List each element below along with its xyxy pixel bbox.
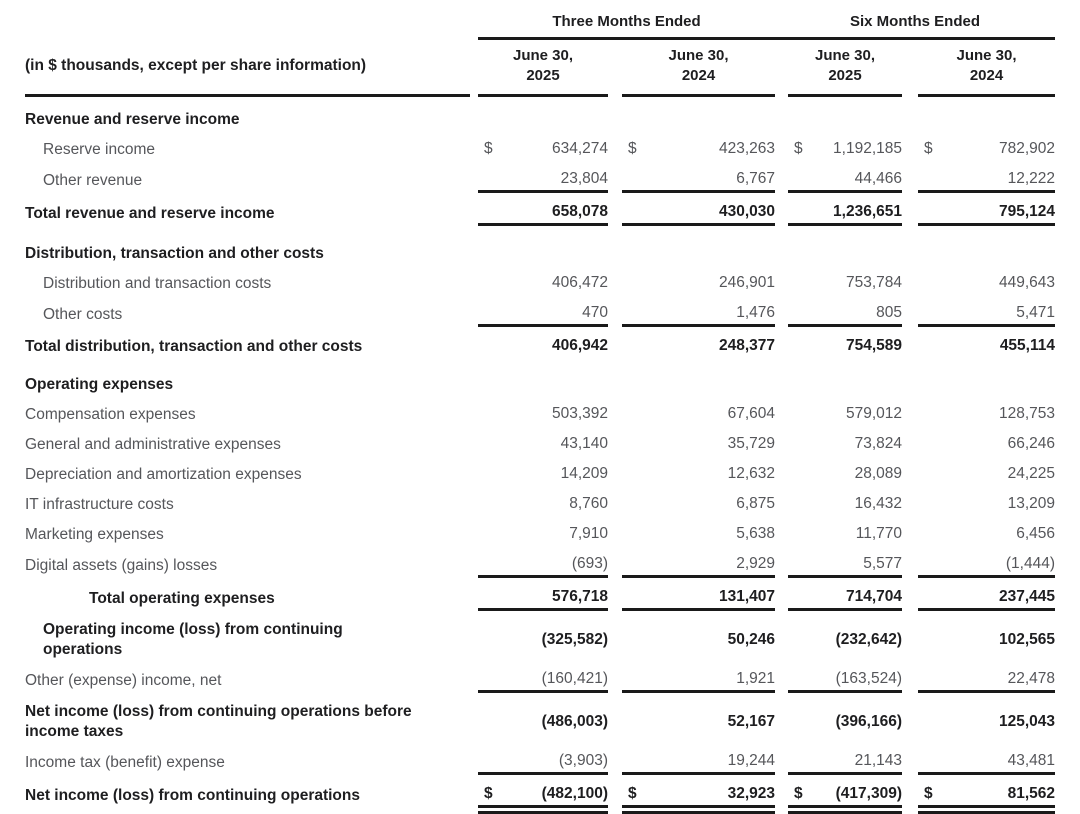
value: 22,478 bbox=[1007, 670, 1055, 687]
row-label-text: General and administrative expenses bbox=[25, 435, 281, 453]
value-cell bbox=[788, 702, 902, 742]
value: 8,760 bbox=[569, 495, 608, 512]
row-label-text: Reserve income bbox=[43, 140, 155, 158]
value: 35,729 bbox=[727, 435, 775, 452]
value-cell bbox=[478, 524, 608, 545]
table-row bbox=[25, 135, 1055, 165]
value-cell bbox=[478, 110, 608, 130]
value: 128,753 bbox=[998, 405, 1055, 422]
value: 5,577 bbox=[863, 555, 902, 572]
value-cell bbox=[788, 620, 902, 660]
value: 1,476 bbox=[736, 304, 775, 321]
value-cell bbox=[478, 202, 608, 226]
value-cell bbox=[788, 554, 902, 578]
value-cell bbox=[478, 375, 608, 395]
row-label-text: IT infrastructure costs bbox=[25, 495, 174, 513]
value-cell bbox=[918, 669, 1055, 693]
value: 67,604 bbox=[727, 405, 775, 422]
value-cell bbox=[788, 784, 902, 808]
table-row bbox=[25, 332, 1055, 362]
value-cell bbox=[788, 110, 902, 130]
column-header-h-2024: June 30, 2024 bbox=[918, 40, 1055, 97]
value-cell bbox=[918, 434, 1055, 455]
value-cell bbox=[478, 784, 608, 808]
value: 43,140 bbox=[560, 435, 608, 452]
value: 50,246 bbox=[727, 630, 775, 648]
dollar-sign: $ bbox=[794, 785, 803, 802]
value-cell bbox=[918, 620, 1055, 660]
table-row bbox=[25, 747, 1055, 780]
value: 12,632 bbox=[727, 465, 775, 482]
value-cell bbox=[918, 554, 1055, 578]
column-header-h-2025: June 30, 2025 bbox=[788, 40, 902, 97]
value-cell bbox=[788, 669, 902, 693]
value-cell bbox=[622, 554, 775, 578]
group-header-three-months: Three Months Ended bbox=[552, 13, 701, 30]
value: 16,432 bbox=[854, 495, 902, 512]
row-label bbox=[25, 169, 470, 193]
row-label-text: Distribution, transaction and other costs bbox=[25, 245, 324, 262]
value: 28,089 bbox=[854, 465, 902, 482]
value-cell bbox=[788, 273, 902, 294]
row-label-text: Total operating expenses bbox=[89, 590, 275, 607]
table-row bbox=[25, 269, 1055, 299]
row-label bbox=[25, 139, 470, 160]
value-cell bbox=[788, 464, 902, 485]
value-cell bbox=[622, 169, 775, 193]
value: 32,923 bbox=[727, 785, 775, 802]
value: 6,875 bbox=[736, 495, 775, 512]
value: 782,902 bbox=[998, 140, 1055, 157]
value: (482,100) bbox=[541, 785, 608, 802]
row-label bbox=[25, 587, 470, 611]
row-label-text: Total revenue and reserve income bbox=[25, 205, 275, 222]
row-label bbox=[25, 524, 470, 545]
value-cell bbox=[918, 110, 1055, 130]
value: 19,244 bbox=[727, 752, 775, 769]
value-cell bbox=[478, 169, 608, 193]
section-header-row bbox=[25, 106, 1055, 135]
row-label-text: Marketing expenses bbox=[25, 525, 164, 543]
value-cell bbox=[622, 110, 775, 130]
value: 11,770 bbox=[855, 525, 902, 542]
value-cell bbox=[478, 303, 608, 327]
value-cell bbox=[478, 669, 608, 693]
value: (163,524) bbox=[835, 670, 902, 687]
table-row bbox=[25, 198, 1055, 231]
value-cell bbox=[478, 702, 608, 742]
value: 503,392 bbox=[551, 405, 608, 422]
value: 579,012 bbox=[845, 405, 902, 422]
table-row bbox=[25, 299, 1055, 332]
value-cell bbox=[918, 244, 1055, 264]
row-label-text: Other revenue bbox=[43, 172, 143, 189]
value-cell bbox=[788, 587, 902, 611]
table-row bbox=[25, 490, 1055, 520]
value-cell bbox=[918, 169, 1055, 193]
value-cell bbox=[788, 375, 902, 395]
value-cell bbox=[918, 139, 1055, 160]
row-label bbox=[25, 375, 470, 395]
value: 131,407 bbox=[718, 588, 775, 605]
value-cell bbox=[622, 524, 775, 545]
table-row bbox=[25, 550, 1055, 583]
value-cell bbox=[478, 404, 608, 425]
row-label bbox=[25, 404, 470, 425]
period-group-underline bbox=[478, 12, 1055, 40]
period-group-header-row bbox=[25, 12, 1055, 40]
value: 6,456 bbox=[1016, 525, 1055, 542]
value: (486,003) bbox=[541, 712, 608, 730]
value: (1,444) bbox=[1005, 555, 1055, 572]
value-cell bbox=[478, 273, 608, 294]
value: 5,471 bbox=[1016, 304, 1055, 321]
header-spacer bbox=[25, 12, 478, 40]
date-header-row bbox=[25, 40, 1055, 97]
value-cell bbox=[788, 434, 902, 455]
value: 576,718 bbox=[551, 588, 608, 605]
table-row bbox=[25, 460, 1055, 490]
value: 1,236,651 bbox=[833, 203, 902, 220]
dollar-sign: $ bbox=[628, 140, 637, 157]
dollar-sign: $ bbox=[794, 140, 803, 157]
value: 102,565 bbox=[998, 630, 1055, 648]
value: 246,901 bbox=[718, 274, 775, 291]
value: 23,804 bbox=[560, 170, 608, 187]
value: 754,589 bbox=[845, 337, 902, 354]
row-label-text: Operating expenses bbox=[25, 376, 174, 393]
value-cell bbox=[918, 524, 1055, 545]
value: (160,421) bbox=[541, 670, 608, 687]
value: 73,824 bbox=[854, 435, 902, 452]
value: 406,942 bbox=[551, 337, 608, 354]
row-label bbox=[25, 702, 470, 742]
value: 13,209 bbox=[1007, 495, 1055, 512]
value-cell bbox=[622, 784, 775, 808]
row-label bbox=[25, 494, 470, 515]
value: 714,704 bbox=[845, 588, 902, 605]
value: (396,166) bbox=[835, 712, 902, 730]
table-row bbox=[25, 665, 1055, 698]
row-label bbox=[25, 434, 470, 455]
row-label bbox=[25, 784, 470, 808]
value: 2,929 bbox=[736, 555, 775, 572]
value-cell bbox=[918, 375, 1055, 395]
value: 1,921 bbox=[736, 670, 775, 687]
value-cell bbox=[918, 702, 1055, 742]
value-cell bbox=[478, 751, 608, 775]
value: 805 bbox=[876, 304, 902, 321]
value-cell bbox=[918, 303, 1055, 327]
value-cell bbox=[622, 587, 775, 611]
value-cell bbox=[622, 404, 775, 425]
value: 5,638 bbox=[736, 525, 775, 542]
value-cell bbox=[622, 494, 775, 515]
row-label-text: Operating income (loss) from continuing operations bbox=[43, 621, 343, 658]
section-header-row bbox=[25, 240, 1055, 269]
table-row bbox=[25, 583, 1055, 616]
row-label bbox=[25, 620, 470, 660]
row-label bbox=[25, 244, 470, 264]
value: (417,309) bbox=[835, 785, 902, 802]
value-cell bbox=[478, 587, 608, 611]
value-cell bbox=[788, 751, 902, 775]
table-row bbox=[25, 400, 1055, 430]
value: 634,274 bbox=[551, 140, 608, 157]
value-cell bbox=[788, 169, 902, 193]
row-label-text: Other (expense) income, net bbox=[25, 672, 222, 689]
column-header-q-2024: June 30, 2024 bbox=[622, 40, 775, 97]
table-row bbox=[25, 616, 1055, 665]
dollar-sign: $ bbox=[924, 785, 933, 802]
value: 14,209 bbox=[560, 465, 608, 482]
group-header-six-months: Six Months Ended bbox=[849, 13, 980, 30]
column-header-q-2025: June 30, 2025 bbox=[478, 40, 608, 97]
value: (232,642) bbox=[835, 630, 902, 648]
value-cell bbox=[788, 336, 902, 357]
value-cell bbox=[918, 464, 1055, 485]
value: 795,124 bbox=[998, 203, 1055, 220]
value-cell bbox=[788, 244, 902, 264]
value-cell bbox=[788, 303, 902, 327]
value-cell bbox=[918, 784, 1055, 808]
table-row bbox=[25, 780, 1055, 813]
value-cell bbox=[622, 273, 775, 294]
value-cell bbox=[918, 336, 1055, 357]
row-label-text: Depreciation and amortization expenses bbox=[25, 465, 302, 483]
value: 44,466 bbox=[854, 170, 902, 187]
value-cell bbox=[918, 404, 1055, 425]
row-label-text: Digital assets (gains) losses bbox=[25, 557, 218, 574]
row-label bbox=[25, 303, 470, 327]
section-header-row bbox=[25, 371, 1055, 400]
row-label-text: Income tax (benefit) expense bbox=[25, 754, 225, 771]
value-cell bbox=[788, 494, 902, 515]
value: 470 bbox=[582, 304, 608, 321]
row-label bbox=[25, 751, 470, 775]
value-cell bbox=[622, 303, 775, 327]
value: 237,445 bbox=[998, 588, 1055, 605]
value-cell bbox=[918, 494, 1055, 515]
value-cell bbox=[478, 554, 608, 578]
value: 12,222 bbox=[1007, 170, 1055, 187]
value: 52,167 bbox=[727, 712, 775, 730]
row-label bbox=[25, 202, 470, 226]
row-label-text: Net income (loss) from continuing operations before income taxes bbox=[25, 703, 412, 740]
value-cell bbox=[622, 620, 775, 660]
row-label-text: Total distribution, transaction and other costs bbox=[25, 337, 363, 355]
value: (3,903) bbox=[558, 752, 608, 769]
row-label-text: Revenue and reserve income bbox=[25, 111, 240, 128]
value-cell bbox=[622, 669, 775, 693]
dollar-sign: $ bbox=[484, 140, 493, 157]
value: 248,377 bbox=[718, 337, 775, 354]
table-row bbox=[25, 165, 1055, 198]
value: 423,263 bbox=[718, 140, 775, 157]
value-cell bbox=[622, 139, 775, 160]
value-cell bbox=[478, 494, 608, 515]
value-cell bbox=[622, 464, 775, 485]
dollar-sign: $ bbox=[628, 785, 637, 802]
dollar-sign: $ bbox=[924, 140, 933, 157]
row-label-text: Compensation expenses bbox=[25, 405, 196, 423]
value-cell bbox=[478, 336, 608, 357]
value-cell bbox=[788, 202, 902, 226]
value-cell bbox=[622, 702, 775, 742]
value: 81,562 bbox=[1007, 785, 1055, 802]
value-cell bbox=[918, 202, 1055, 226]
units-note: (in $ thousands, except per share information) bbox=[25, 40, 470, 97]
value: 6,767 bbox=[736, 170, 775, 187]
statement-table-body bbox=[25, 106, 1055, 813]
value: 658,078 bbox=[551, 203, 608, 220]
value: 66,246 bbox=[1007, 435, 1055, 452]
value-cell bbox=[788, 524, 902, 545]
row-label bbox=[25, 554, 470, 578]
value: 406,472 bbox=[551, 274, 608, 291]
row-label bbox=[25, 336, 470, 357]
value: 125,043 bbox=[998, 712, 1055, 730]
table-row bbox=[25, 520, 1055, 550]
row-label bbox=[25, 669, 470, 693]
value: 7,910 bbox=[569, 525, 608, 542]
value-cell bbox=[478, 434, 608, 455]
value-cell bbox=[478, 244, 608, 264]
value: 455,114 bbox=[999, 337, 1055, 354]
value: 21,143 bbox=[854, 752, 902, 769]
value: (325,582) bbox=[541, 630, 608, 648]
value: 43,481 bbox=[1007, 752, 1055, 769]
value-cell bbox=[622, 434, 775, 455]
value: 1,192,185 bbox=[833, 140, 902, 157]
value: 24,225 bbox=[1007, 465, 1055, 482]
value-cell bbox=[478, 464, 608, 485]
value: 753,784 bbox=[845, 274, 902, 291]
value: (693) bbox=[571, 555, 608, 572]
value: 430,030 bbox=[718, 203, 775, 220]
value-cell bbox=[788, 404, 902, 425]
value-cell bbox=[788, 139, 902, 160]
value-cell bbox=[918, 751, 1055, 775]
value-cell bbox=[918, 587, 1055, 611]
value-cell bbox=[622, 244, 775, 264]
dollar-sign: $ bbox=[484, 785, 493, 802]
value-cell bbox=[478, 620, 608, 660]
value-cell bbox=[622, 751, 775, 775]
row-label-text: Distribution and transaction costs bbox=[43, 274, 272, 292]
value-cell bbox=[622, 336, 775, 357]
row-label-text: Other costs bbox=[43, 306, 123, 323]
table-row bbox=[25, 430, 1055, 460]
row-label bbox=[25, 464, 470, 485]
value-cell bbox=[622, 202, 775, 226]
value: 449,643 bbox=[998, 274, 1055, 291]
table-row bbox=[25, 698, 1055, 747]
value-cell bbox=[622, 375, 775, 395]
row-label bbox=[25, 273, 470, 294]
value-cell bbox=[478, 139, 608, 160]
value-cell bbox=[918, 273, 1055, 294]
row-label bbox=[25, 110, 470, 130]
row-label-text: Net income (loss) from continuing operations bbox=[25, 787, 360, 804]
